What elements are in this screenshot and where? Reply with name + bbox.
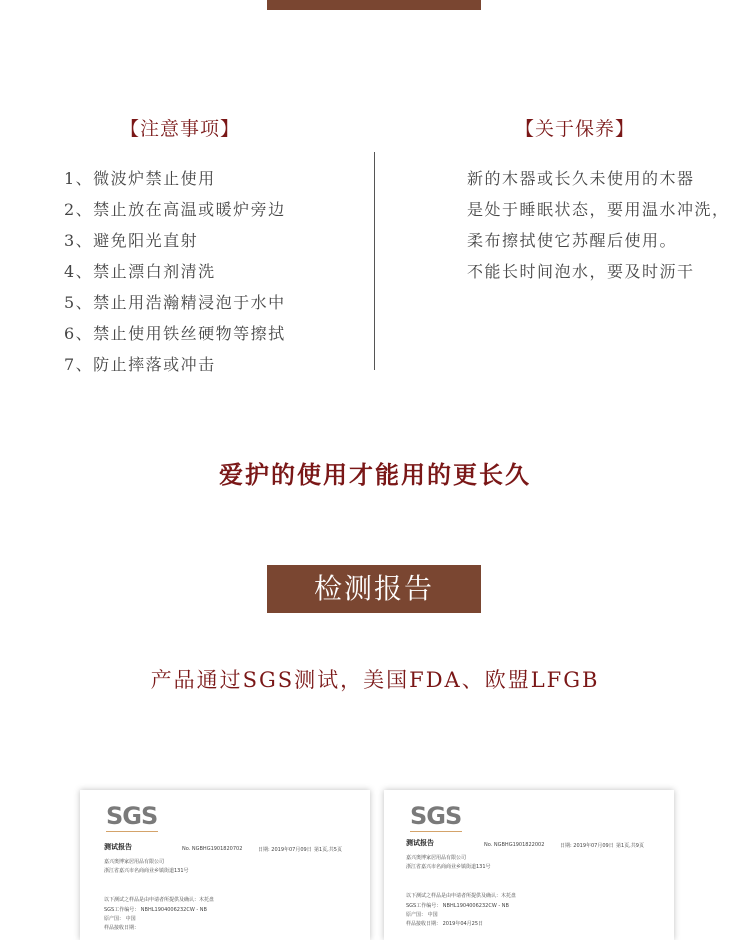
list-item: 6、禁止使用铁丝硬物等擦拭 xyxy=(64,324,286,343)
report-date: 日期: 2019年07月09日 xyxy=(258,847,312,853)
sample-note: 以下测试之样品是由申请者所提供及确认：木托盘 xyxy=(104,897,215,903)
logo-underline xyxy=(106,831,158,832)
maintenance-title: 【关于保养】 xyxy=(515,118,636,140)
test-report-banner: 检测报告 xyxy=(267,565,481,613)
column-divider xyxy=(374,152,375,370)
client-address: 浙江省嘉兴市名商商业乡镇街道131号 xyxy=(104,868,189,874)
list-item: 不能长时间泡水，要及时沥干 xyxy=(467,262,695,281)
list-item: 5、禁止用浩瀚精浸泡于水中 xyxy=(64,293,286,312)
care-slogan: 爱护的使用才能用的更长久 xyxy=(219,460,531,489)
precautions-list xyxy=(64,163,286,380)
report-number: No. NGBHG1901822002 xyxy=(484,842,545,848)
job-number: SGS工作编号： NBHL1904006232CW - NB xyxy=(104,907,207,913)
list-item: 3、避免阳光直射 xyxy=(64,231,199,250)
list-item: 4、禁止漂白剂清洗 xyxy=(64,262,216,281)
client-company: 嘉兴奥博家居用品有限公司 xyxy=(406,855,467,861)
client-company: 嘉兴奥博家居用品有限公司 xyxy=(104,859,165,865)
certification-text: 产品通过SGS测试，美国FDA、欧盟LFGB xyxy=(150,668,600,692)
sgs-report-document xyxy=(384,790,674,940)
report-page: 第1页,共9页 xyxy=(616,843,644,849)
list-item: 7、防止摔落或冲击 xyxy=(64,355,216,374)
maintenance-list xyxy=(467,163,730,287)
sgs-report-document xyxy=(80,790,370,940)
logo-underline xyxy=(410,831,462,832)
receipt-date: 样品接收日期： 2019年04月25日 xyxy=(406,921,484,927)
list-item: 2、禁止放在高温或暖炉旁边 xyxy=(64,200,286,219)
report-date: 日期: 2019年07月09日 xyxy=(560,843,614,849)
report-title: 测试报告 xyxy=(406,839,434,847)
precautions-title: 【注意事项】 xyxy=(120,118,241,140)
job-number: SGS工作编号： NBHL1904006232CW - NB xyxy=(406,903,509,909)
list-item: 柔布擦拭使它苏醒后使用。 xyxy=(467,231,678,250)
client-address: 浙江省嘉兴市名商商业乡镇街道131号 xyxy=(406,864,491,870)
report-title: 测试报告 xyxy=(104,843,132,851)
report-number: No. NGBHG1901820702 xyxy=(182,846,243,852)
origin-country: 原产国： 中国 xyxy=(406,912,438,918)
report-page: 第1页,共5页 xyxy=(314,847,342,853)
top-banner-bar xyxy=(267,0,481,10)
receipt-date: 样品接收日期： xyxy=(104,925,140,931)
sample-note: 以下测试之样品是由申请者所提供及确认：木托盘 xyxy=(406,893,517,899)
origin-country: 原产国： 中国 xyxy=(104,916,136,922)
list-item: 是处于睡眠状态，要用温水冲洗， xyxy=(467,200,730,219)
sgs-logo: SGS xyxy=(106,802,158,830)
sgs-logo: SGS xyxy=(410,802,462,830)
list-item: 1、微波炉禁止使用 xyxy=(64,169,216,188)
list-item: 新的木器或长久未使用的木器 xyxy=(467,169,695,188)
